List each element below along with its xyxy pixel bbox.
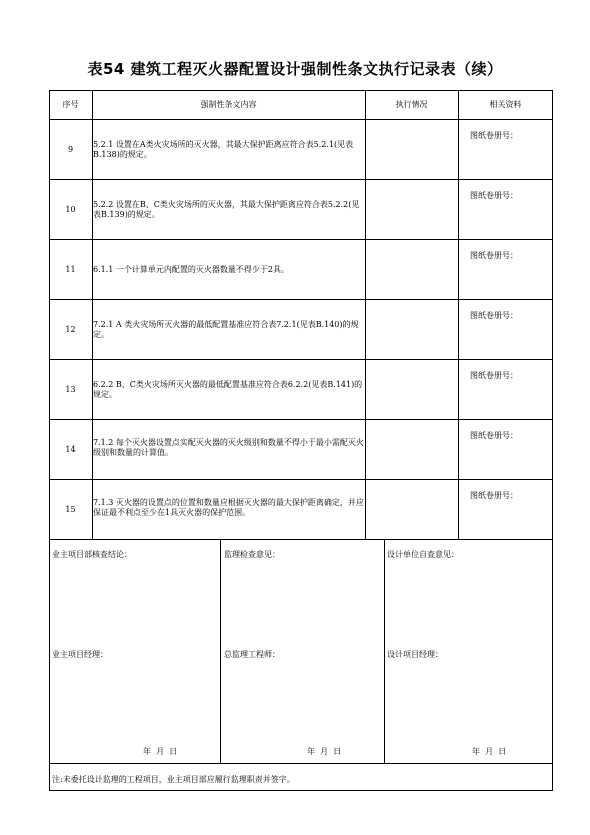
section-divider bbox=[49, 539, 553, 540]
drawing-ref: 图纸卷册号： bbox=[470, 491, 518, 500]
drawing-ref: 图纸卷册号： bbox=[470, 311, 518, 320]
owner-date: 年 月 日 bbox=[143, 747, 178, 756]
row-divider bbox=[49, 299, 553, 300]
header-status: 执行情况 bbox=[395, 100, 428, 109]
row-divider bbox=[49, 479, 553, 480]
row-number: 12 bbox=[65, 325, 76, 334]
row-number: 15 bbox=[65, 505, 76, 514]
row-number: 9 bbox=[67, 145, 74, 154]
header-content: 强制性条文内容 bbox=[200, 100, 257, 109]
owner-manager-label: 业主项目经理： bbox=[52, 650, 108, 659]
col-divider bbox=[458, 90, 459, 539]
row-number: 11 bbox=[65, 265, 76, 274]
clause-text: 7.1.3 灭火器的设置点的位置和数量应根据灭火器的最大保护距离确定，并应保证最不利点至少在1具灭火器的保护范围。 bbox=[93, 498, 364, 517]
designer-date: 年 月 日 bbox=[472, 747, 507, 756]
drawing-ref: 图纸卷册号： bbox=[470, 191, 518, 200]
row-divider bbox=[49, 419, 553, 420]
drawing-ref: 图纸卷册号： bbox=[470, 371, 518, 380]
drawing-ref: 图纸卷册号： bbox=[470, 131, 518, 140]
row-number: 14 bbox=[65, 445, 76, 454]
drawing-ref: 图纸卷册号： bbox=[470, 251, 518, 260]
footnote: 注:未委托设计监理的工程项目，业主项目部应履行监理职责并签字。 bbox=[52, 775, 295, 784]
clause-text: 6.2.2 B、C类火灾场所灭火器的最低配置基准应符合表6.2.2(见表B.141)的规定。 bbox=[93, 380, 363, 399]
row-number: 10 bbox=[65, 205, 76, 214]
supervisor-manager-label: 总监理工程师： bbox=[224, 650, 280, 659]
header-ref: 相关资料 bbox=[489, 100, 522, 109]
sig-divider bbox=[384, 539, 385, 763]
col-divider bbox=[365, 90, 366, 539]
row-divider bbox=[49, 179, 553, 180]
clause-text: 7.1.2 每个灭火器设置点实配灭火器的灭火级别和数量不得小于最小需配灭火级别和数量的计算值。 bbox=[93, 438, 364, 457]
header-divider bbox=[49, 119, 553, 120]
designer-opinion-label: 设计单位自查意见： bbox=[387, 550, 459, 559]
note-divider bbox=[49, 763, 553, 764]
sig-divider bbox=[220, 539, 221, 763]
supervisor-date: 年 月 日 bbox=[307, 747, 342, 756]
row-divider bbox=[49, 359, 553, 360]
header-seq: 序号 bbox=[62, 100, 79, 109]
owner-opinion-label: 业主项目部核查结论： bbox=[52, 550, 132, 559]
supervisor-opinion-label: 监理检查意见： bbox=[224, 550, 280, 559]
clause-text: 7.2.1 A 类火灾场所灭火器的最低配置基准应符合表7.2.1(见表B.140)的规定。 bbox=[93, 320, 359, 339]
page-title: 表54 建筑工程灭火器配置设计强制性条文执行记录表（续） bbox=[87, 60, 503, 78]
row-divider bbox=[49, 239, 553, 240]
clause-text: 5.2.1 设置在A类火灾场所的灭火器，其最大保护距离应符合表5.2.1(见表B.138)的规定。 bbox=[93, 140, 354, 159]
clause-text: 6.1.1 一个计算单元内配置的灭火器数量不得少于2具。 bbox=[93, 265, 289, 274]
designer-manager-label: 设计项目经理： bbox=[387, 650, 443, 659]
drawing-ref: 图纸卷册号： bbox=[470, 431, 518, 440]
clause-text: 5.2.2 设置在B、C类火灾场所的灭火器，其最大保护距离应符合表5.2.2(见表B.139)的规定。 bbox=[93, 200, 360, 219]
row-number: 13 bbox=[65, 385, 76, 394]
